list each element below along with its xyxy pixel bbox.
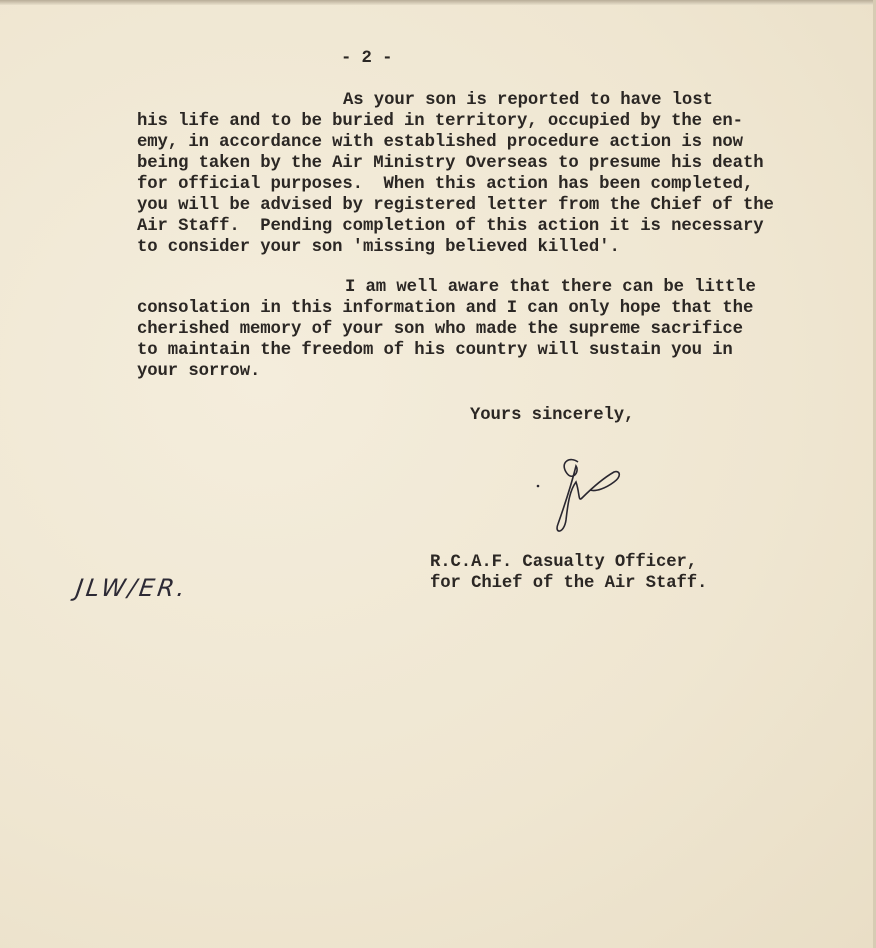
page-number: - 2 - [341, 49, 393, 68]
paragraph-1-line: you will be advised by registered letter from the Chief of the [137, 196, 774, 215]
paragraph-2-line: to maintain the freedom of his country will sustain you in [137, 341, 733, 360]
paragraph-1-line: his life and to be buried in territory, occupied by the en- [137, 112, 743, 131]
paragraph-2-line: I am well aware that there can be little [345, 278, 756, 297]
reference-initials: JLW/ER. [74, 574, 190, 602]
closing: Yours sincerely, [470, 406, 635, 425]
signatory-for: for Chief of the Air Staff. [430, 574, 708, 593]
paragraph-1-line: for official purposes. When this action has been completed, [137, 175, 754, 194]
paper-top-edge [0, 0, 876, 5]
paragraph-2-line: your sorrow. [137, 362, 261, 381]
paragraph-1-line: emy, in accordance with established procedure action is now [137, 133, 743, 152]
paragraph-2-line: consolation in this information and I can only hope that the [137, 299, 754, 318]
paragraph-1-line: Air Staff. Pending completion of this action it is necessary [137, 217, 764, 236]
signature [530, 452, 640, 537]
paragraph-2-line: cherished memory of your son who made the supreme sacrifice [137, 320, 743, 339]
paragraph-1-line: As your son is reported to have lost [343, 91, 713, 110]
paragraph-1-line: being taken by the Air Ministry Overseas to presume his death [137, 154, 764, 173]
paragraph-1-line: to consider your son 'missing believed killed'. [137, 238, 620, 257]
signatory-title: R.C.A.F. Casualty Officer, [430, 553, 698, 572]
